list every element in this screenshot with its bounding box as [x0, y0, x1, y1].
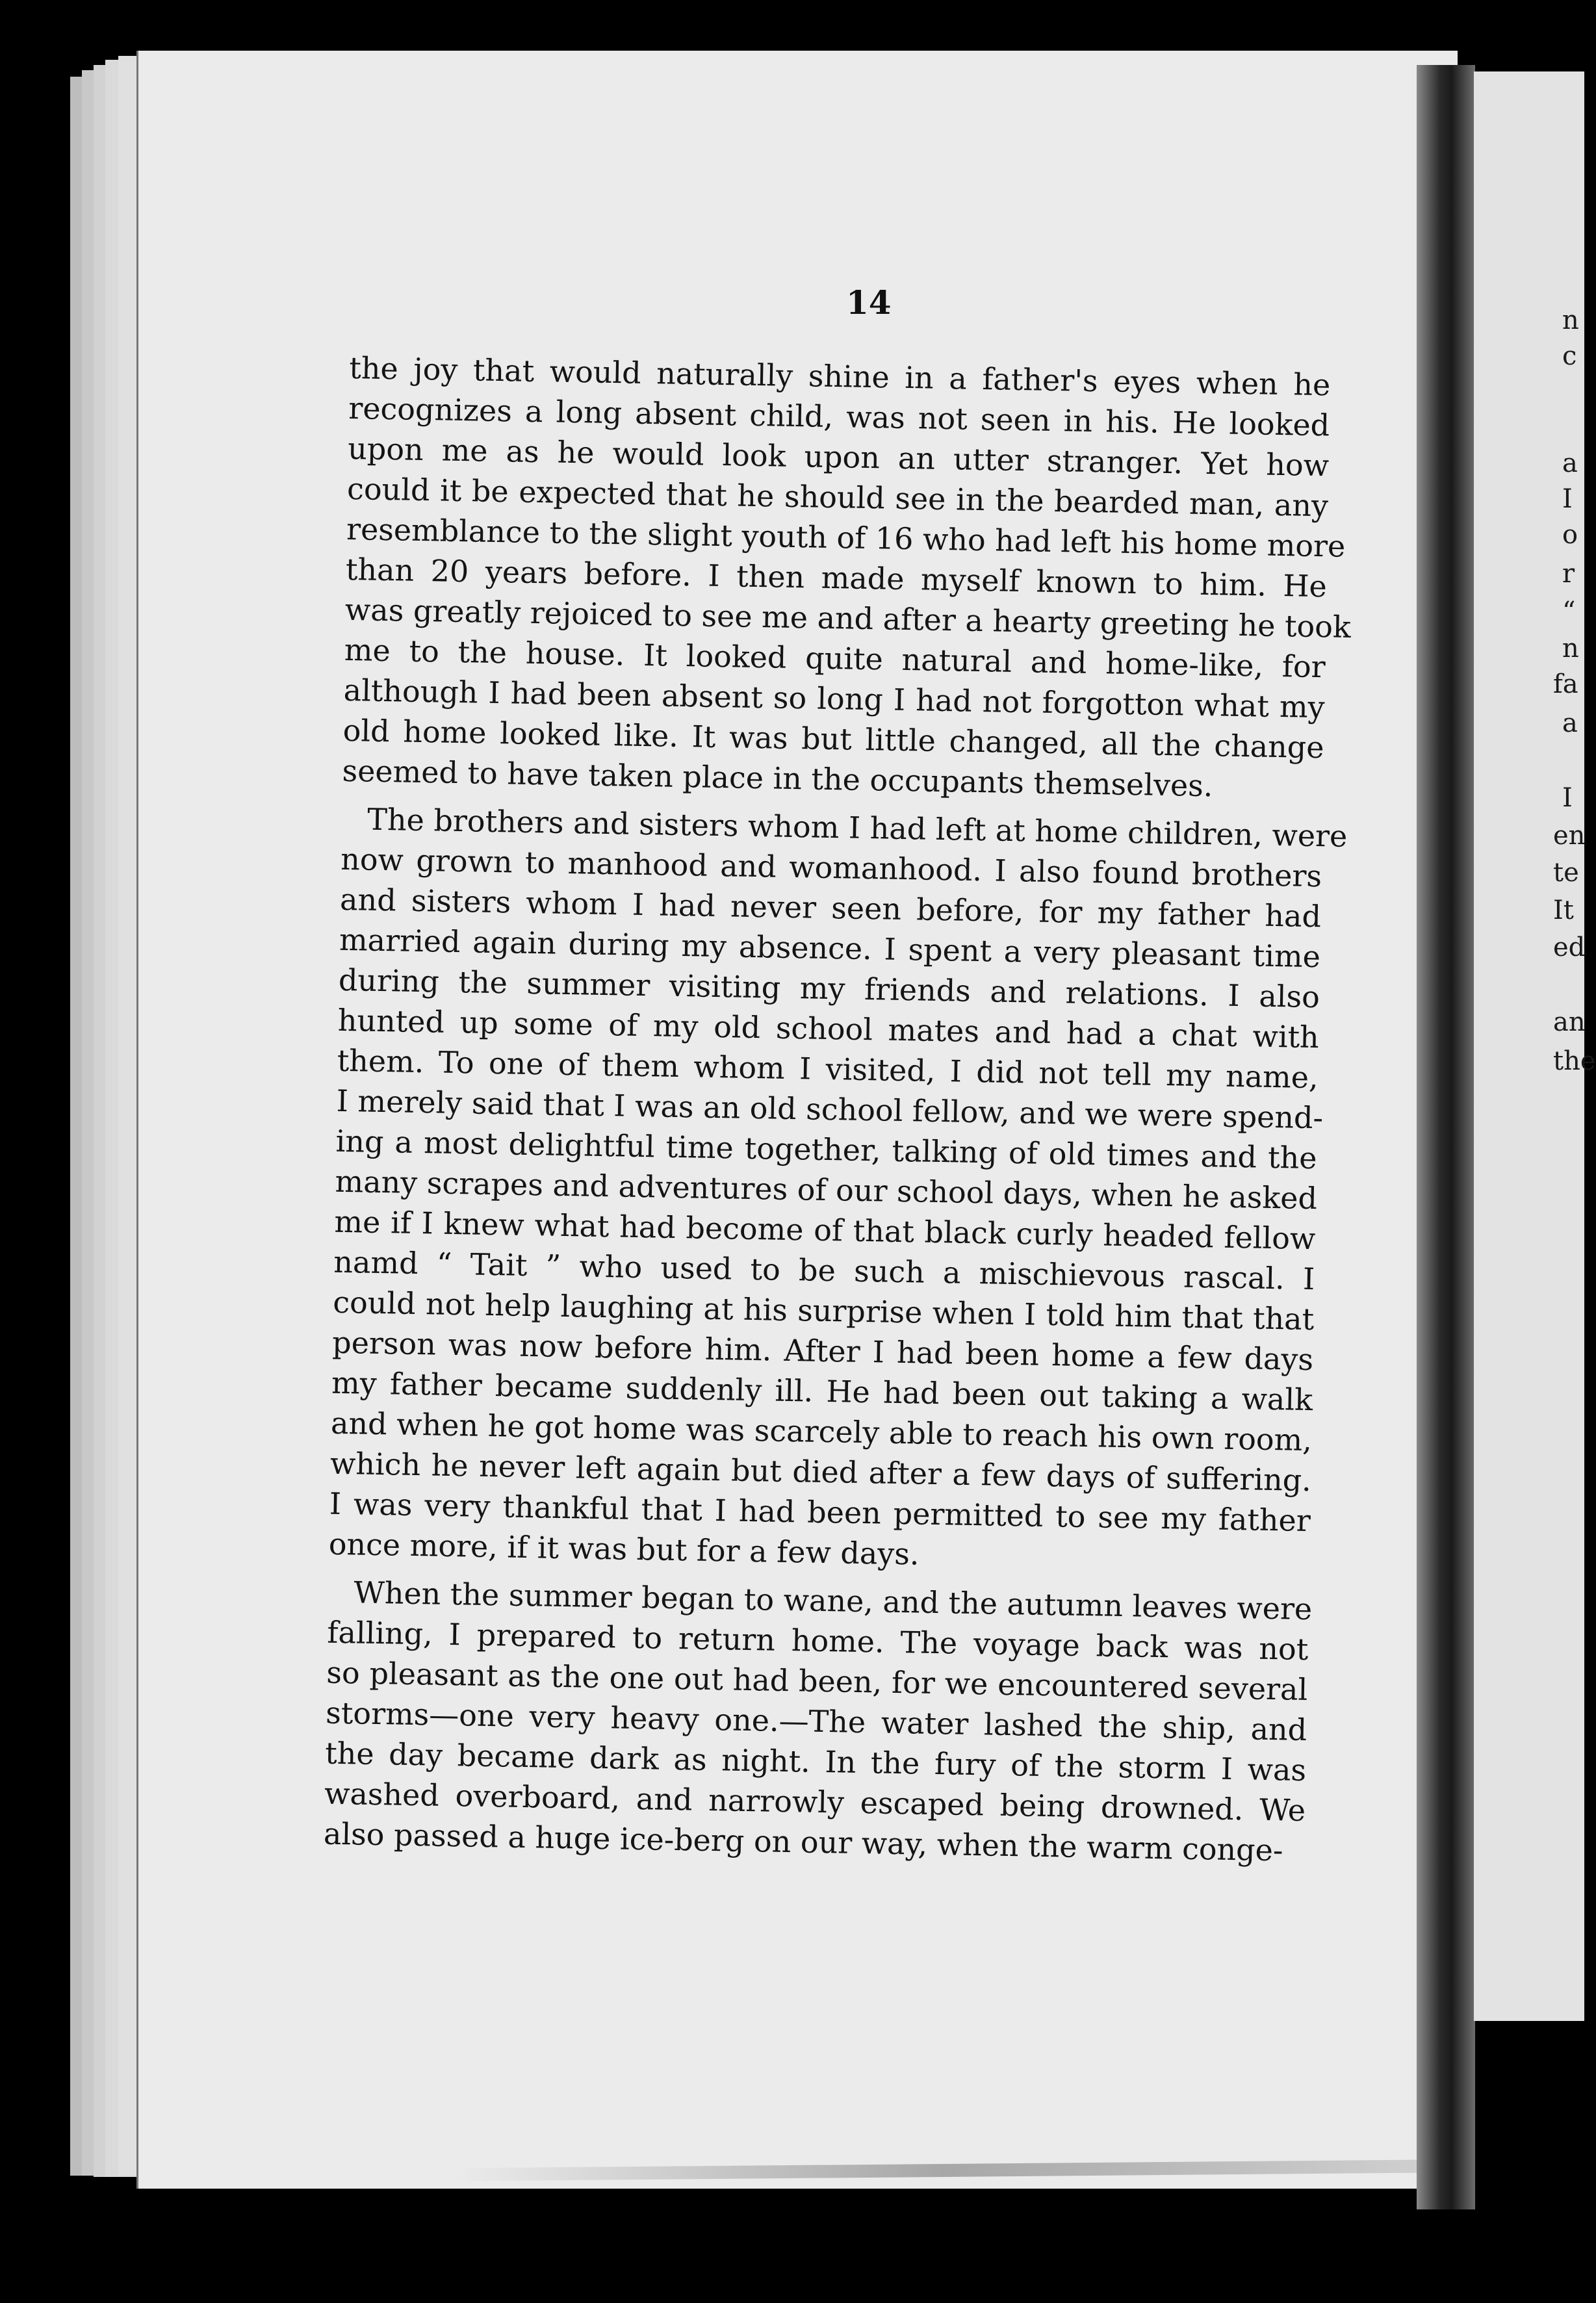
- text-line: could it be expected that he should see in the bearded man, any: [346, 470, 1329, 524]
- facing-page-fragment: n: [1562, 305, 1579, 335]
- text-line: once more, if it was but for a few days.: [328, 1526, 920, 1572]
- facing-page-fragment: n: [1562, 634, 1579, 663]
- page-number: 14: [846, 283, 892, 322]
- text-line: was greatly rejoiced to see me and after a hearty greeting he took: [344, 591, 1352, 645]
- text-line: me if I knew what had become of that black curly headed fellow: [334, 1203, 1316, 1257]
- facing-page-fragment: en: [1553, 821, 1586, 851]
- text-line: person was now before him. After I had been home a few days: [331, 1324, 1314, 1378]
- text-line: married again during my absence. I spent a very pleasant time: [339, 921, 1321, 975]
- text-line: and sisters whom I had never seen before, for my father had: [339, 881, 1322, 934]
- facing-page-fragment: r: [1562, 559, 1575, 589]
- facing-page: [1474, 71, 1596, 2021]
- text-line: which he never left again but died after a few days of suffering.: [329, 1445, 1312, 1499]
- facing-page-fragment: ed: [1553, 933, 1586, 962]
- facing-page-fragment: c: [1562, 341, 1577, 371]
- text-line: I was very thankful that I had been permitted to see my father: [329, 1486, 1311, 1539]
- book-gutter: [1417, 65, 1475, 2209]
- text-line: so pleasant as the one out had been, for we encountered several: [326, 1654, 1308, 1708]
- text-line: falling, I prepared to return home. The voyage back was not: [327, 1614, 1309, 1667]
- text-line: resemblance to the slight youth of 16 who had left his home more: [346, 511, 1346, 564]
- text-line: hunted up some of my old school mates and had a chat with: [337, 1002, 1320, 1055]
- facing-page-fragment: a: [1562, 448, 1578, 478]
- facing-page-fragment: the: [1553, 1046, 1596, 1076]
- text-line: me to the house. It looked quite natural and home-like, for: [344, 632, 1326, 685]
- facing-page-fragment: o: [1562, 520, 1578, 550]
- text-line: many scrapes and adventures of our school days, when he asked: [335, 1163, 1318, 1216]
- text-line: washed overboard, and narrowly escaped being drowned. We: [324, 1775, 1306, 1829]
- text-line: I merely said that I was an old school fellow, and we were spend-: [336, 1083, 1324, 1136]
- facing-page-fragment: “: [1562, 597, 1576, 626]
- text-line: upon me as he would look upon an utter stranger. Yet how: [347, 430, 1330, 483]
- text-line: the joy that would naturally shine in a father's eyes when he: [348, 350, 1331, 403]
- text-line: storms—one very heavy one.—The water lashed the ship, and: [325, 1695, 1307, 1748]
- text-line: old home looked like. It was but little changed, all the change: [342, 712, 1324, 766]
- text-line: The brothers and sisters whom I had left at home children, were: [367, 801, 1348, 854]
- text-line: my father became suddenly ill. He had been out taking a walk: [331, 1365, 1313, 1418]
- text-line: When the summer began to wane, and the autumn leaves were: [354, 1575, 1313, 1627]
- text-line: could not help laughing at his surprise when I told him that that: [332, 1284, 1315, 1337]
- facing-page-fragment: an: [1553, 1007, 1586, 1037]
- text-line: during the summer visiting my friends and relations. I also: [338, 962, 1320, 1015]
- paragraph: [323, 1572, 1313, 1871]
- text-line: also passed a huge ice-berg on our way, when the warm conge-: [323, 1816, 1283, 1868]
- paragraph: [342, 348, 1352, 808]
- text-line: recognizes a long absent child, was not seen in his. He looked: [348, 390, 1330, 443]
- text-line: than 20 years before. I then made myself known to him. He: [345, 551, 1328, 604]
- facing-page-fragment: a: [1562, 708, 1578, 738]
- text-line: them. To one of them whom I visited, I did not tell my name,: [337, 1042, 1319, 1096]
- text-line: now grown to manhood and womanhood. I also found brothers: [340, 841, 1322, 894]
- body-text: [323, 348, 1352, 1879]
- text-line: ing a most delightful time together, talking of old times and the: [335, 1123, 1317, 1176]
- text-line: namd “ Tait ” who used to be such a mischievous rascal. I: [333, 1244, 1315, 1297]
- text-line: and when he got home was scarcely able to reach his own room,: [330, 1405, 1313, 1458]
- text-line: seemed to have taken place in the occupants themselves.: [342, 753, 1213, 804]
- text-line: although I had been absent so long I had not forgotton what my: [343, 672, 1326, 725]
- facing-page-fragment: te: [1553, 858, 1579, 888]
- facing-page-fragment: I: [1562, 484, 1573, 514]
- text-line: the day became dark as night. In the fury of the storm I was: [324, 1735, 1307, 1788]
- facing-page-fragment: fa: [1553, 669, 1578, 699]
- facing-page-fragment: I: [1562, 783, 1573, 813]
- paragraph: [328, 799, 1348, 1581]
- facing-page-fragment: It: [1553, 895, 1574, 925]
